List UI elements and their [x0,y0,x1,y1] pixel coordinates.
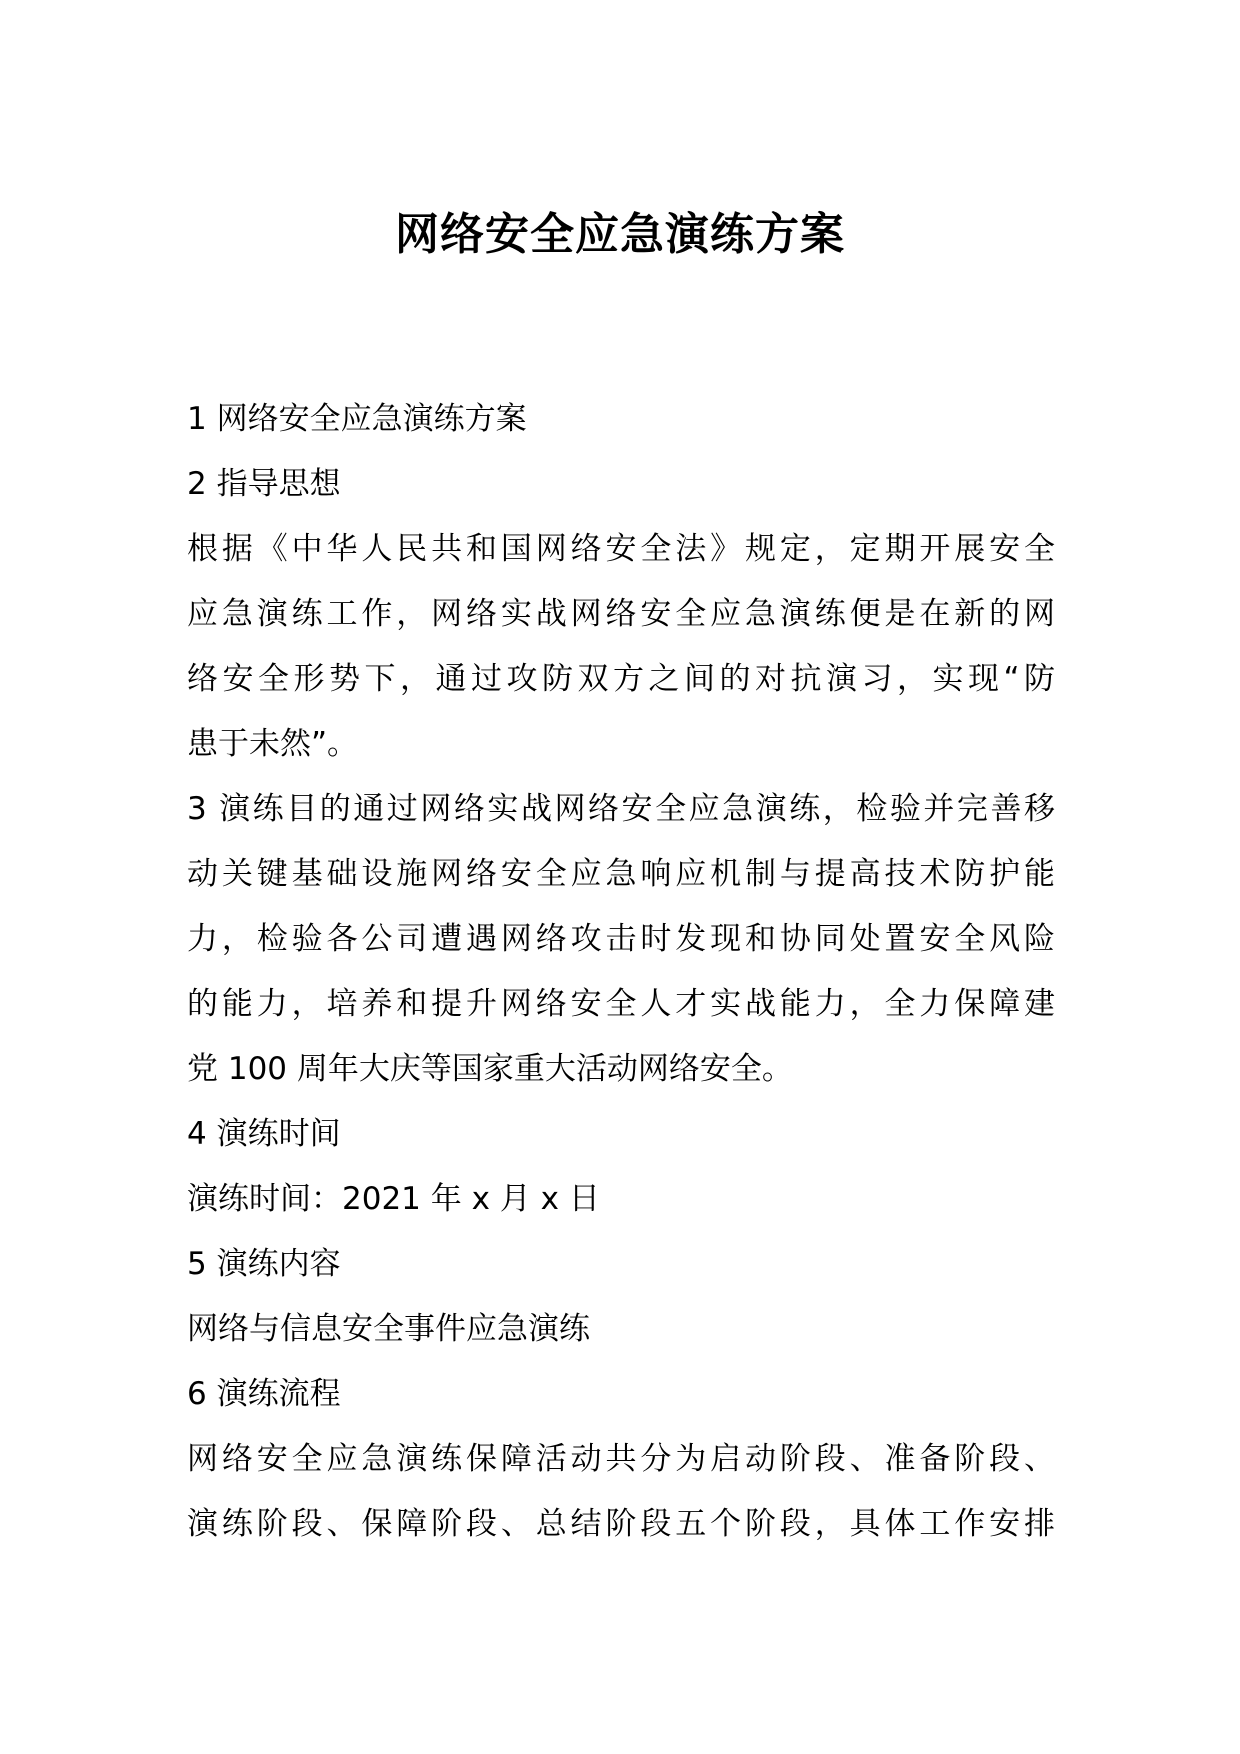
drill-time-line: 演练时间：2021 年 x 月 x 日 [187,1181,600,1217]
paragraph-line: 演练阶段、保障阶段、总结阶段五个阶段，具体工作安排 [187,1506,1055,1542]
paragraph-line: 患于未然”。 [187,726,359,762]
paragraph-line: 络安全形势下，通过攻防双方之间的对抗演习，实现“防 [187,661,1055,697]
document-body [187,387,1055,1557]
paragraph-line: 力，检验各公司遭遇网络攻击时发现和协同处置安全风险 [187,921,1055,957]
paragraph-line: 根据《中华人民共和国网络安全法》规定，定期开展安全 [187,531,1055,567]
paragraph-line: 的能力，培养和提升网络安全人才实战能力，全力保障建 [187,986,1055,1022]
document-title: 网络安全应急演练方案 [395,209,845,260]
section-heading: 6 演练流程 [187,1376,341,1412]
paragraph-line: 党 100 周年大庆等国家重大活动网络安全。 [187,1051,793,1087]
section-heading: 5 演练内容 [187,1246,341,1282]
section-heading: 1 网络安全应急演练方案 [187,401,527,437]
paragraph-line: 动关键基础设施网络安全应急响应机制与提高技术防护能 [187,856,1055,892]
drill-content-line: 网络与信息安全事件应急演练 [187,1311,590,1347]
paragraph-line: 网络安全应急演练保障活动共分为启动阶段、准备阶段、 [187,1441,1055,1477]
section-heading: 2 指导思想 [187,466,341,502]
section-heading: 4 演练时间 [187,1116,341,1152]
paragraph-line: 3 演练目的通过网络实战网络安全应急演练，检验并完善移 [187,791,1055,827]
paragraph-line: 应急演练工作，网络实战网络安全应急演练便是在新的网 [187,596,1055,632]
